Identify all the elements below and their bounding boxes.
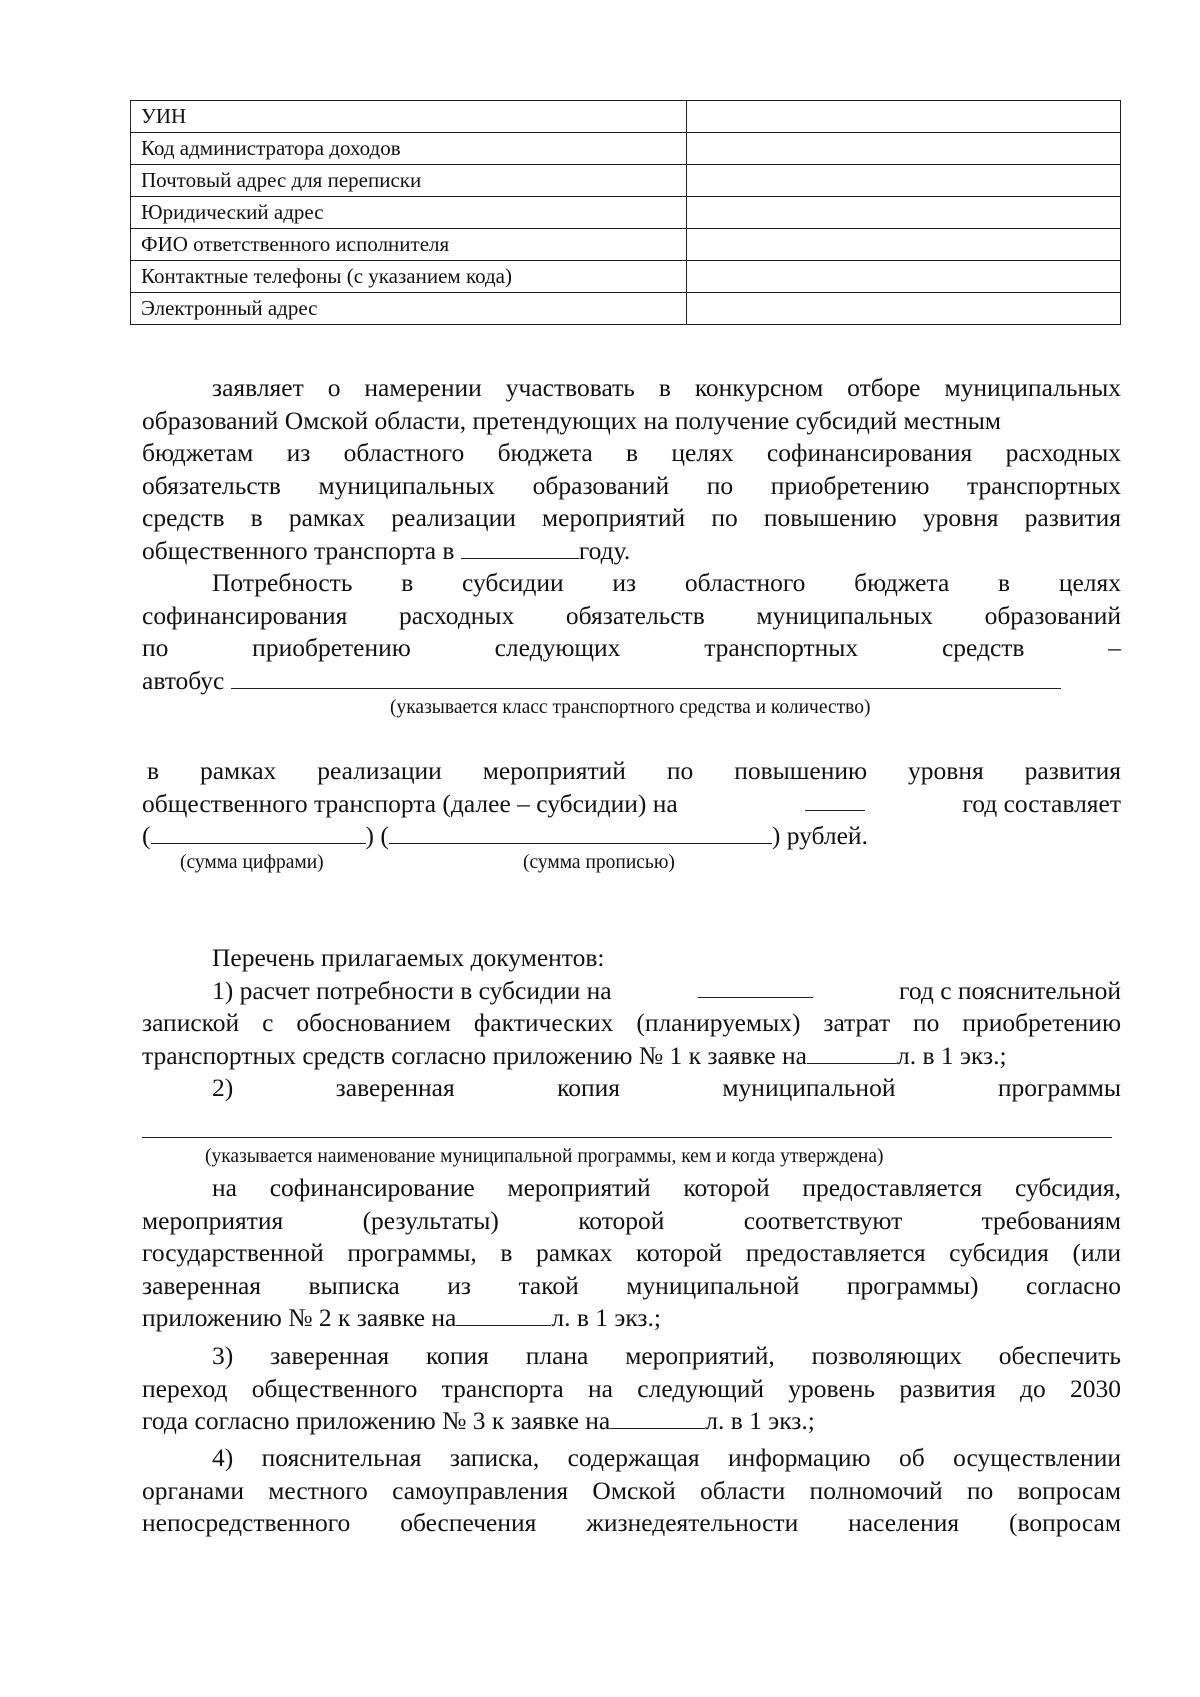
row-value-responsible-person[interactable]: [687, 229, 1121, 261]
need-line: [142, 665, 1121, 698]
need-line: Потребность в субсидии из областного бюджета в целях: [212, 568, 1121, 597]
statement-line: образований Омской области, претендующих на получение субсидий местным: [142, 405, 1001, 435]
document-item-4: [142, 1442, 1121, 1540]
need-line: софинансирования расходных обязательств муниципальных образований: [142, 600, 1121, 630]
document-item-1-line: запиской с обоснованием фактических (планируемых) затрат по приобретению: [142, 1008, 1121, 1037]
item-2-text: приложению № 2 к заявке на: [142, 1303, 457, 1332]
year-suffix: году.: [578, 535, 631, 565]
rubles-label: ) рублей.: [771, 821, 868, 850]
document-item-3-line: переход общественного транспорта на следующий уровень развития до 2030: [142, 1373, 1121, 1403]
calc-year-blank[interactable]: [698, 975, 813, 998]
bus-class-caption: (указывается класс транспортного средства и количество): [390, 697, 871, 718]
amount-line: в рамках реализации мероприятий по повышению уровня развития: [147, 756, 1121, 785]
item-3-pages-blank[interactable]: [610, 1406, 705, 1429]
paren-separator: ) (: [365, 821, 389, 850]
open-paren: (: [142, 821, 151, 850]
sum-words-blank[interactable]: [389, 821, 772, 844]
year-blank[interactable]: [461, 536, 579, 559]
item-3-text: года согласно приложению № 3 к заявке на: [142, 1406, 611, 1435]
table-row: [131, 133, 1121, 165]
table-row: [131, 293, 1121, 325]
row-label-legal-address: Юридический адрес: [131, 197, 687, 229]
statement-line: средств в рамках реализации мероприятий по повышению уровня развития: [142, 503, 1121, 532]
need-paragraph: [142, 567, 1121, 697]
document-item-4-line: 4) пояснительная записка, содержащая информацию об осуществлении: [212, 1443, 1121, 1472]
document-item-3-line: 3) заверенная копия плана мероприятий, позволяющих обеспечить: [212, 1341, 1121, 1370]
table-row: [131, 101, 1121, 133]
document-item-4-line: органами местного самоуправления Омской области полномочий по вопросам: [142, 1475, 1121, 1505]
table-row: [131, 165, 1121, 197]
amount-paragraph: [142, 755, 1121, 853]
item-1-text: транспортных средств согласно приложению № 1 к заявке на: [142, 1040, 807, 1070]
documents-title: Перечень прилагаемых документов:: [212, 943, 605, 972]
document-item-2: [142, 1172, 1121, 1335]
documents-list: [142, 942, 1121, 1105]
row-label-phones: Контактные телефоны (с указанием кода): [131, 261, 687, 293]
row-value-email[interactable]: [687, 293, 1121, 325]
document-item-2-line: [142, 1302, 1121, 1335]
amount-year-blank[interactable]: [805, 788, 865, 811]
item-1-text: л. в 1 экз.;: [896, 1040, 1007, 1070]
document-item-2-line: мероприятия (результаты) которой соответствуют требованиям: [142, 1205, 1121, 1235]
document-item-1-line: [142, 1040, 1121, 1073]
table-row: [131, 229, 1121, 261]
document-item-2-line: государственной программы, в рамках которой предоставляется субсидия (или: [142, 1238, 1121, 1267]
document-item-3-line: [142, 1405, 1121, 1438]
sum-words-caption: (сумма прописью): [523, 852, 675, 873]
document-item-3: [142, 1340, 1121, 1438]
item-1-pages-blank[interactable]: [807, 1041, 897, 1064]
document-item-1-line: [142, 975, 1121, 1008]
program-name-caption: (указывается наименование муниципальной программы, кем и когда утверждена): [205, 1146, 884, 1167]
item-3-text: л. в 1 экз.;: [705, 1406, 815, 1435]
sum-digits-caption: (сумма цифрами): [180, 852, 324, 873]
document-item-2-line: на софинансирование мероприятий которой предоставляется субсидия,: [212, 1173, 1121, 1202]
statement-paragraph: [142, 372, 1121, 567]
row-value-uin[interactable]: [687, 101, 1121, 133]
document-item-4-line: непосредственного обеспечения жизнедеятельности населения (вопросам: [142, 1508, 1121, 1537]
program-name-blank[interactable]: [142, 1137, 1112, 1138]
amount-line: [142, 820, 1121, 853]
sum-digits-blank[interactable]: [151, 821, 366, 844]
table-row: [131, 197, 1121, 229]
row-value-postal-address[interactable]: [687, 165, 1121, 197]
document-item-2-line: заверенная выписка из такой муниципальной программы) согласно: [142, 1270, 1121, 1300]
statement-line: обязательств муниципальных образований по приобретению транспортных: [142, 470, 1121, 500]
bus-class-blank[interactable]: [231, 666, 1061, 689]
need-line: по приобретению следующих транспортных средств –: [142, 633, 1121, 662]
row-value-phones[interactable]: [687, 261, 1121, 293]
item-2-pages-blank[interactable]: [456, 1303, 551, 1326]
year-prefix: общественного транспорта в: [142, 535, 455, 565]
row-value-legal-address[interactable]: [687, 197, 1121, 229]
item-1-text: год с пояснительной: [899, 975, 1121, 1005]
row-label-email: Электронный адрес: [131, 293, 687, 325]
item-2-text: л. в 1 экз.;: [551, 1303, 661, 1332]
bus-label: автобус: [142, 665, 225, 695]
amount-line: [142, 788, 1121, 821]
row-label-admin-code: Код администратора доходов: [131, 133, 687, 165]
applicant-info-table: [130, 100, 1121, 325]
row-label-uin: УИН: [131, 101, 687, 133]
statement-line: заявляет о намерении участвовать в конкурсном отборе муниципальных: [212, 373, 1121, 402]
amount-prefix: общественного транспорта (далее – субсидии) на: [142, 788, 678, 818]
statement-line: [142, 535, 1121, 568]
item-1-text: 1) расчет потребности в субсидии на: [212, 975, 612, 1005]
table-row: [131, 261, 1121, 293]
amount-suffix: год составляет: [962, 788, 1121, 818]
row-label-responsible-person: ФИО ответственного исполнителя: [131, 229, 687, 261]
statement-line: бюджетам из областного бюджета в целях софинансирования расходных: [142, 438, 1121, 467]
row-value-admin-code[interactable]: [687, 133, 1121, 165]
row-label-postal-address: Почтовый адрес для переписки: [131, 165, 687, 197]
document-item-2-line: 2) заверенная копия муниципальной программы: [212, 1073, 1121, 1102]
